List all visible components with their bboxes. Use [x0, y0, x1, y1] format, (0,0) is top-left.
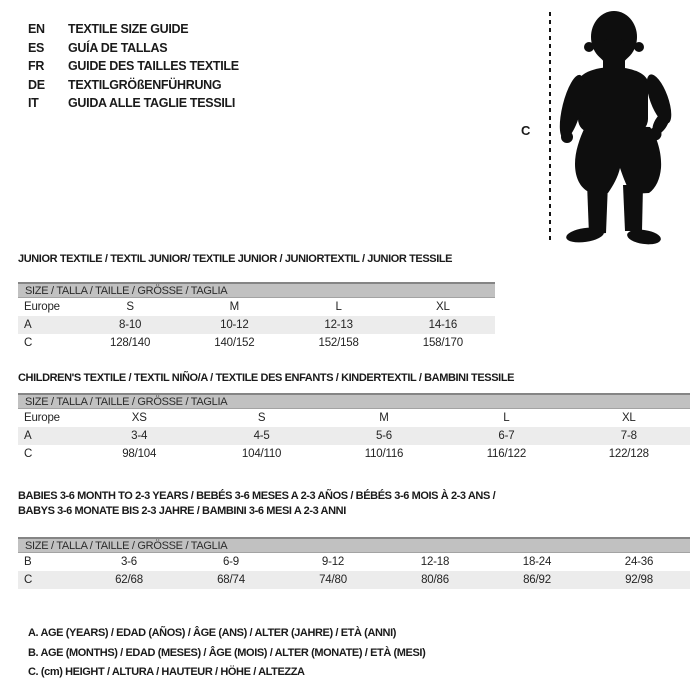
region-label: Europe	[24, 301, 60, 313]
size-column-header: M	[379, 412, 389, 424]
table-cell: 6-7	[498, 430, 515, 442]
size-table-babies	[18, 489, 690, 589]
language-title-list	[28, 20, 239, 113]
row-label: B	[24, 556, 32, 568]
column-header-row	[18, 298, 495, 316]
footnote-b: B. AGE (MONTHS) / EDAD (MESES) / ÂGE (MOIS) / ALTER (MONATE) / ETÀ (MESI)	[28, 646, 426, 659]
size-table-children	[18, 371, 690, 463]
language-title: GUIDE DES TAILLES TEXTILE	[68, 59, 239, 74]
size-column-header: S	[126, 301, 134, 313]
table-row-c	[18, 334, 495, 352]
table-cell: 116/122	[486, 448, 527, 460]
language-code: ES	[28, 40, 45, 55]
table-row-a	[18, 316, 495, 334]
table-cell: 3-4	[131, 430, 148, 442]
language-title: GUÍA DE TALLAS	[68, 40, 168, 55]
table-cell: 140/152	[214, 337, 255, 349]
table-cell: 12-18	[420, 556, 450, 568]
table-cell: 12-13	[324, 319, 353, 331]
table-title: BABYS 3-6 MONATE BIS 2-3 JAHRE / BAMBINI 3-6 MESI A 2-3 ANNI	[18, 505, 346, 517]
footnotes	[28, 624, 425, 683]
size-column-header: S	[257, 412, 266, 424]
table-cell: 128/140	[110, 337, 151, 349]
row-label: A	[24, 430, 32, 442]
language-row-fr	[28, 57, 239, 76]
table-cell: 6-9	[222, 556, 240, 568]
table-cell: 80/86	[421, 574, 449, 586]
height-measure-label: C	[521, 123, 531, 138]
height-measure-dashed-line	[549, 12, 551, 243]
size-column-header: XS	[131, 412, 147, 424]
size-column-header: L	[335, 301, 342, 313]
table-title: JUNIOR TEXTILE / TEXTIL JUNIOR/ TEXTILE JUNIOR / JUNIORTEXTIL / JUNIOR TESSILE	[18, 253, 453, 265]
table-title: CHILDREN'S TEXTILE / TEXTIL NIÑO/A / TEXTILE DES ENFANTS / KINDERTEXTIL / BAMBINI TESSILE	[18, 372, 515, 384]
size-table-junior	[18, 252, 495, 352]
language-title: GUIDA ALLE TAGLIE TESSILI	[68, 96, 236, 111]
table-row-c	[18, 571, 690, 589]
table-cell: 7-8	[620, 430, 637, 442]
size-header-bar: SIZE / TALLA / TAILLE / GRÖSSE / TAGLIA	[18, 537, 690, 553]
row-label: C	[24, 337, 33, 349]
table-row-b	[18, 553, 690, 571]
table-cell: 8-10	[119, 319, 142, 331]
size-column-header: XL	[436, 301, 450, 313]
size-header-bar: SIZE / TALLA / TAILLE / GRÖSSE / TAGLIA	[18, 393, 690, 409]
table-cell: 18-24	[522, 556, 552, 568]
language-code: FR	[28, 59, 45, 74]
column-header-row	[18, 409, 690, 427]
row-label: C	[24, 448, 33, 460]
table-row-a	[18, 427, 690, 445]
language-title: TEXTILE SIZE GUIDE	[68, 22, 189, 36]
row-label: A	[24, 319, 32, 331]
table-cell: 62/68	[115, 574, 143, 586]
table-cell: 9-12	[321, 556, 345, 568]
table-cell: 24-36	[624, 556, 654, 568]
size-column-header: M	[229, 301, 240, 313]
language-code: DE	[28, 77, 45, 92]
table-cell: 86/92	[523, 574, 551, 586]
table-cell: 98/104	[122, 448, 157, 460]
table-cell: 14-16	[428, 319, 458, 331]
table-cell: 158/170	[422, 337, 463, 349]
footnote-a: A. AGE (YEARS) / EDAD (AÑOS) / ÂGE (ANS) / ALTER (JAHRE) / ETÀ (ANNI)	[28, 627, 396, 639]
footnote-c: C. (cm) HEIGHT / ALTURA / HAUTEUR / HÖHE / ALTEZZA	[28, 666, 305, 678]
language-code: IT	[28, 96, 39, 111]
table-cell: 10-12	[220, 319, 249, 331]
table-cell: 122/128	[608, 448, 649, 460]
table-cell: 5-6	[375, 430, 392, 442]
language-code: EN	[28, 22, 45, 36]
language-row-it	[28, 94, 239, 113]
table-title: BABIES 3-6 MONTH TO 2-3 YEARS / BEBÉS 3-6 MESES A 2-3 AÑOS / BÉBÉS 3-6 MOIS À 2-3 ANS /	[18, 490, 496, 502]
language-title: TEXTILGRÖßENFÜHRUNG	[68, 77, 222, 92]
table-cell: 92/98	[625, 574, 653, 586]
table-cell: 74/80	[319, 574, 347, 586]
table-cell: 68/74	[217, 574, 245, 586]
table-cell: 104/110	[241, 448, 282, 460]
language-row-de	[28, 76, 239, 95]
size-column-header: XL	[621, 412, 636, 424]
region-label: Europe	[24, 412, 60, 424]
table-row-c	[18, 445, 690, 463]
size-column-header: L	[503, 412, 510, 424]
size-header-bar: SIZE / TALLA / TAILLE / GRÖSSE / TAGLIA	[18, 282, 495, 298]
row-label: C	[24, 574, 33, 586]
table-cell: 4-5	[253, 430, 270, 442]
language-row-en	[28, 20, 239, 39]
language-row-es	[28, 39, 239, 58]
table-cell: 152/158	[318, 337, 359, 349]
table-cell: 3-6	[120, 556, 138, 568]
table-cell: 110/116	[364, 448, 404, 460]
toddler-silhouette-icon	[556, 7, 688, 247]
